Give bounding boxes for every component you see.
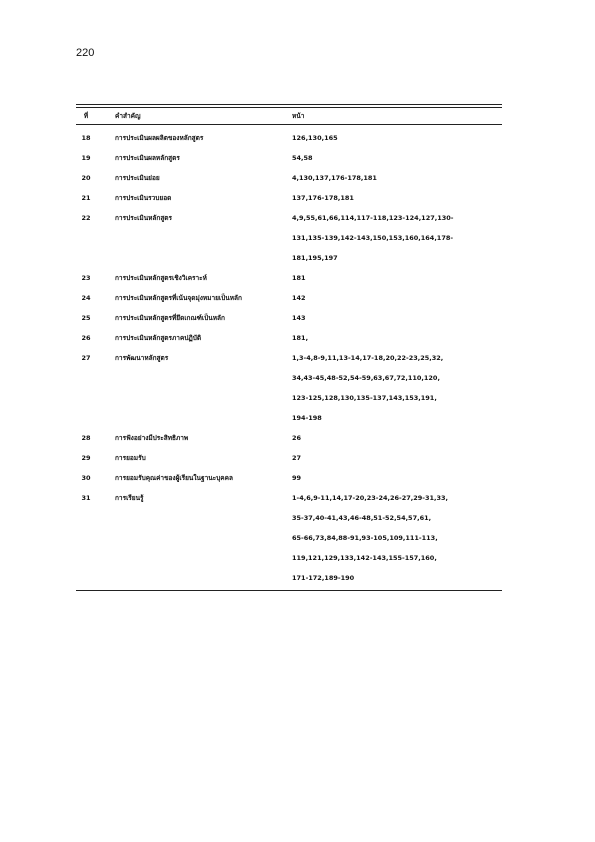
row-pages [292,488,502,588]
table-row [76,468,502,488]
row-term: การประเมินหลักสูตรภาคปฏิบัติ [115,334,202,342]
row-term: การยอมรับ [115,454,146,462]
table-row [76,188,502,208]
row-pages [292,468,502,488]
row-number: 20 [81,174,91,182]
row-term: การยอมรับคุณค่าของผู้เรียนในฐานะบุคคล [115,474,233,482]
page-refs-line: 181,195,197 [292,254,338,262]
row-term: การประเมินหลักสูตรที่เน้นจุดมุ่งหมายเป็นหลัก [115,294,242,302]
page-refs-line: 26 [292,434,302,442]
row-pages [292,308,502,328]
row-term: การประเมินผลผลิตของหลักสูตร [115,134,204,142]
row-pages [292,448,502,468]
table-header-row [76,108,502,124]
page-refs-line: 54,58 [292,154,313,162]
page-refs-line: 99 [292,474,302,482]
page-refs-line: 181 [292,274,306,282]
page-refs-line: 4,130,137,176-178,181 [292,174,377,182]
row-number: 28 [81,434,91,442]
page-refs-line: 27 [292,454,302,462]
row-pages [292,348,502,428]
table-row [76,488,502,588]
page-refs-line: 123-125,128,130,135-137,143,153,191, [292,394,437,402]
page-refs-line: 119,121,129,133,142-143,155-157,160, [292,554,437,562]
table-row [76,448,502,468]
row-pages [292,208,502,268]
row-number: 22 [81,214,91,222]
page-refs-line: 143 [292,314,306,322]
row-number: 31 [81,494,91,502]
table-bottom-rule [76,590,502,591]
page-number: 220 [76,47,95,59]
page-refs-line: 181, [292,334,309,342]
row-number: 21 [81,194,91,202]
table-body [76,128,502,588]
row-pages [292,128,502,148]
table-row [76,328,502,348]
row-term: การพัฒนาหลักสูตร [115,354,169,362]
row-pages [292,428,502,448]
page-refs-line: 131,135-139,142-143,150,153,160,164,178- [292,234,454,242]
page-refs-line: 137,176-178,181 [292,194,354,202]
row-pages [292,168,502,188]
index-table [76,104,502,591]
table-row [76,428,502,448]
row-number: 19 [81,154,91,162]
row-pages [292,288,502,308]
row-term: การประเมินผลหลักสูตร [115,154,180,162]
header-no: ที่ [83,112,89,120]
table-row [76,268,502,288]
page-refs-line: 35-37,40-41,43,46-48,51-52,54,57,61, [292,514,432,522]
page-refs-line: 65-66,73,84,88-91,93-105,109,111-113, [292,534,438,542]
page-refs-line: 126,130,165 [292,134,338,142]
row-term: การประเมินรวบยอด [115,194,172,202]
row-number: 29 [81,454,91,462]
row-pages [292,188,502,208]
row-pages [292,328,502,348]
row-term: การฟังอย่างมีประสิทธิภาพ [115,434,189,442]
page-refs-line: 1-4,6,9-11,14,17-20,23-24,26-27,29-31,33, [292,494,448,502]
row-number: 26 [81,334,91,342]
page-refs-line: 142 [292,294,306,302]
table-row [76,308,502,328]
header-term: คำสำคัญ [115,112,141,120]
table-row [76,348,502,428]
table-row [76,168,502,188]
table-row [76,208,502,268]
table-top-rule [76,104,502,105]
page-refs-line: 194-198 [292,414,322,422]
table-row [76,148,502,168]
row-number: 23 [81,274,91,282]
row-term: การประเมินย่อย [115,174,160,182]
row-number: 18 [81,134,91,142]
header-pages: หน้า [292,112,305,120]
page-refs-line: 171-172,189-190 [292,574,355,582]
row-term: การประเมินหลักสูตรเชิงวิเคราะห์ [115,274,207,282]
row-term: การประเมินหลักสูตร [115,214,173,222]
table-row [76,288,502,308]
row-number: 30 [81,474,91,482]
row-pages [292,148,502,168]
row-term: การเรียนรู้ [115,494,144,502]
table-row [76,128,502,148]
row-pages [292,268,502,288]
row-term: การประเมินหลักสูตรที่ยึดเกณฑ์เป็นหลัก [115,314,225,322]
page-refs-line: 1,3-4,8-9,11,13-14,17-18,20,22-23,25,32, [292,354,444,362]
row-number: 24 [81,294,91,302]
row-number: 25 [81,314,91,322]
row-number: 27 [81,354,91,362]
page-refs-line: 4,9,55,61,66,114,117-118,123-124,127,130- [292,214,454,222]
page-refs-line: 34,43-45,48-52,54-59,63,67,72,110,120, [292,374,440,382]
